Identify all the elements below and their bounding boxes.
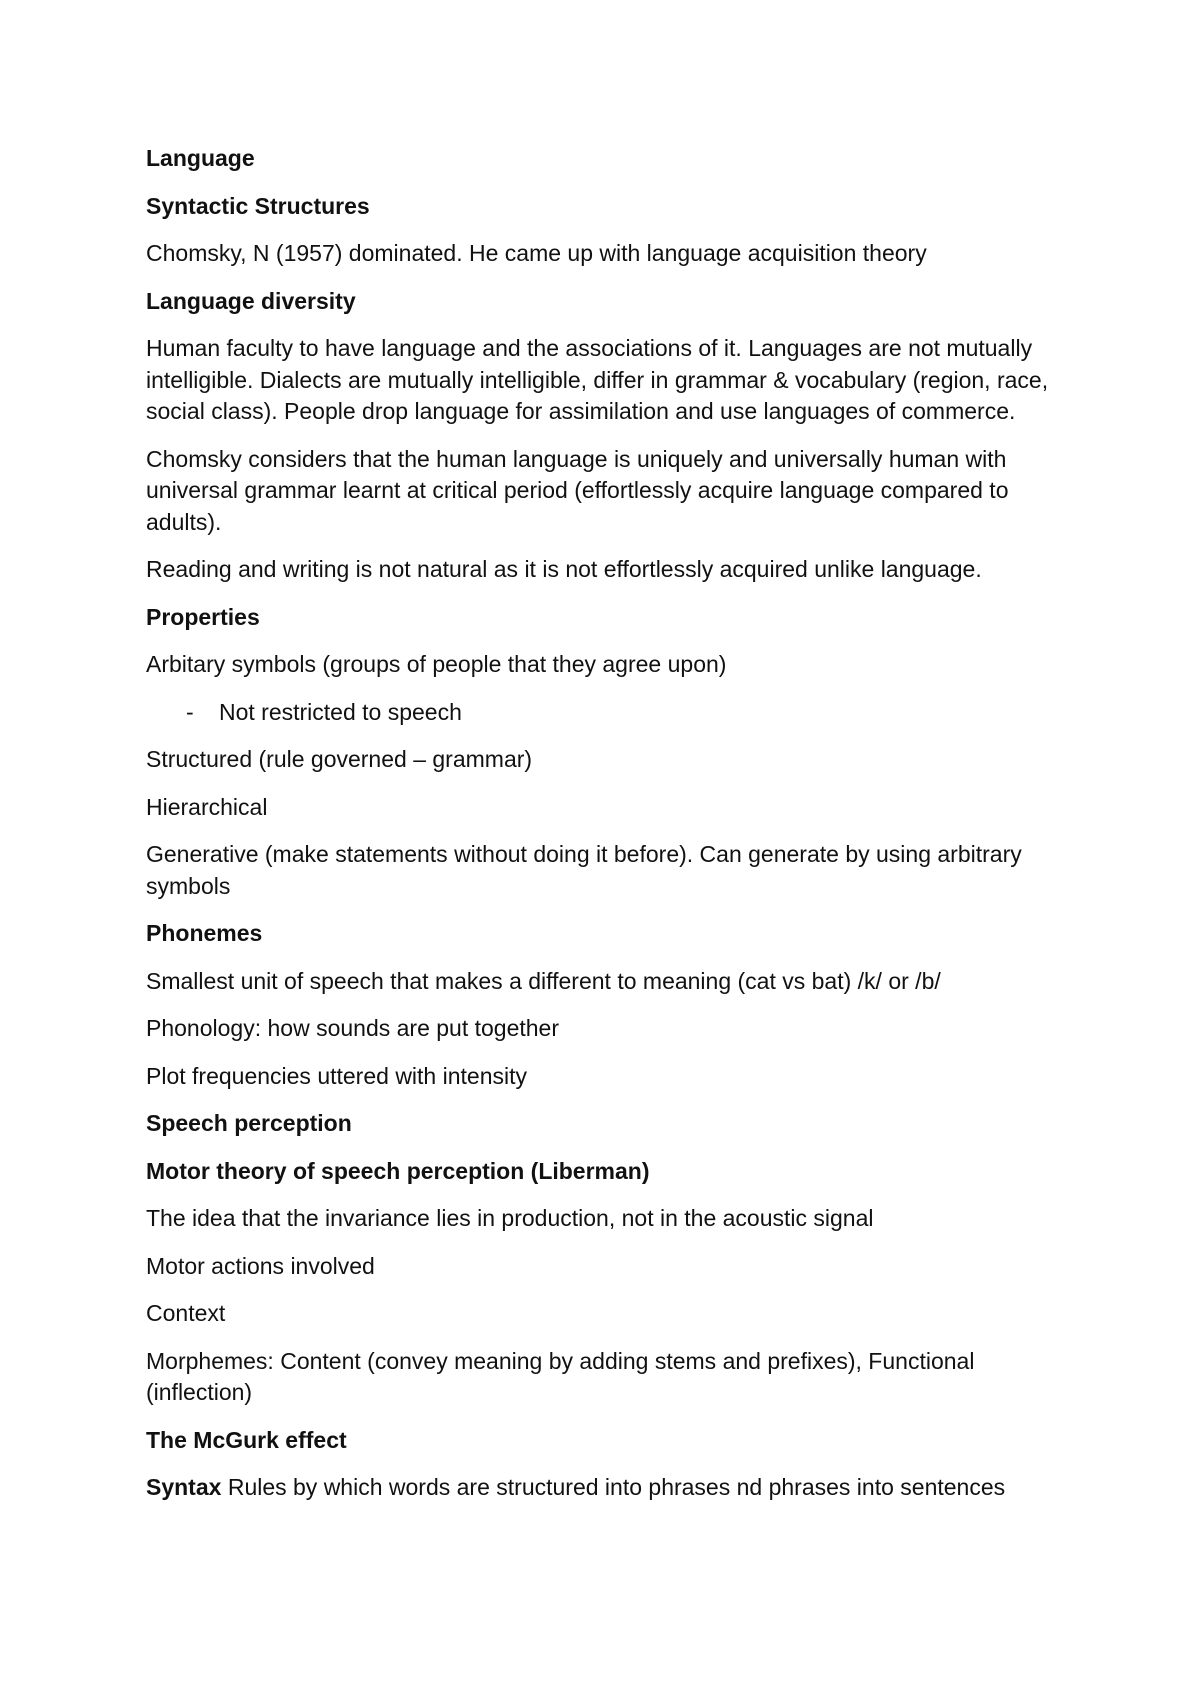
paragraph-phonology: Phonology: how sounds are put together xyxy=(146,1015,560,1041)
heading-motor-theory: Motor theory of speech perception (Liberman) xyxy=(146,1157,650,1184)
heading-phonemes: Phonemes xyxy=(146,920,263,946)
heading-properties: Properties xyxy=(146,603,260,630)
paragraph-human-faculty: Human faculty to have language and the associations of it. Languages are not mutually intelligible. Dialects are mutually intelligible, differ in grammar & vocabulary (region, race, social class). People drop language for assimilation and use languages of commerce. xyxy=(146,335,1049,424)
paragraph-syntax xyxy=(146,1472,1066,1504)
paragraph-hierarchical: Hierarchical xyxy=(146,793,268,820)
heading-language: Language xyxy=(146,145,255,171)
bullet-item xyxy=(146,697,1066,729)
paragraph-motor-actions: Motor actions involved xyxy=(146,1252,375,1279)
paragraph-chomsky-considers: Chomsky considers that the human language is uniquely and universally human with universal grammar learnt at critical period (effortlessly acquire language compared to adults). xyxy=(146,445,1009,535)
heading-speech-perception: Speech perception xyxy=(146,1110,352,1136)
document-page xyxy=(146,143,1066,1520)
paragraph-invariance: The idea that the invariance lies in production, not in the acoustic signal xyxy=(146,1205,874,1231)
paragraph-smallest-unit: Smallest unit of speech that makes a different to meaning (cat vs bat) /k/ or /b/ xyxy=(146,967,941,994)
paragraph-structured: Structured (rule governed – grammar) xyxy=(146,746,533,772)
paragraph-morphemes: Morphemes: Content (convey meaning by adding stems and prefixes), Functional (inflection) xyxy=(146,1347,975,1405)
syntax-definition: Rules by which words are structured into phrases nd phrases into sentences xyxy=(221,1474,1006,1500)
bullet-text: Not restricted to speech xyxy=(219,698,462,725)
bullet-dash: - xyxy=(186,698,194,725)
heading-language-diversity: Language diversity xyxy=(146,287,356,314)
paragraph-chomsky-1957: Chomsky, N (1957) dominated. He came up with language acquisition theory xyxy=(146,240,927,266)
heading-mcgurk: The McGurk effect xyxy=(146,1426,347,1453)
paragraph-plot-frequencies: Plot frequencies uttered with intensity xyxy=(146,1062,527,1089)
paragraph-arbitary-symbols: Arbitary symbols (groups of people that they agree upon) xyxy=(146,651,727,677)
paragraph-generative: Generative (make statements without doing it before). Can generate by using arbitrary symbols xyxy=(146,841,1022,899)
paragraph-context: Context xyxy=(146,1300,226,1326)
syntax-term: Syntax xyxy=(146,1474,222,1500)
heading-syntactic-structures: Syntactic Structures xyxy=(146,192,370,219)
paragraph-reading-writing: Reading and writing is not natural as it is not effortlessly acquired unlike language. xyxy=(146,556,982,582)
